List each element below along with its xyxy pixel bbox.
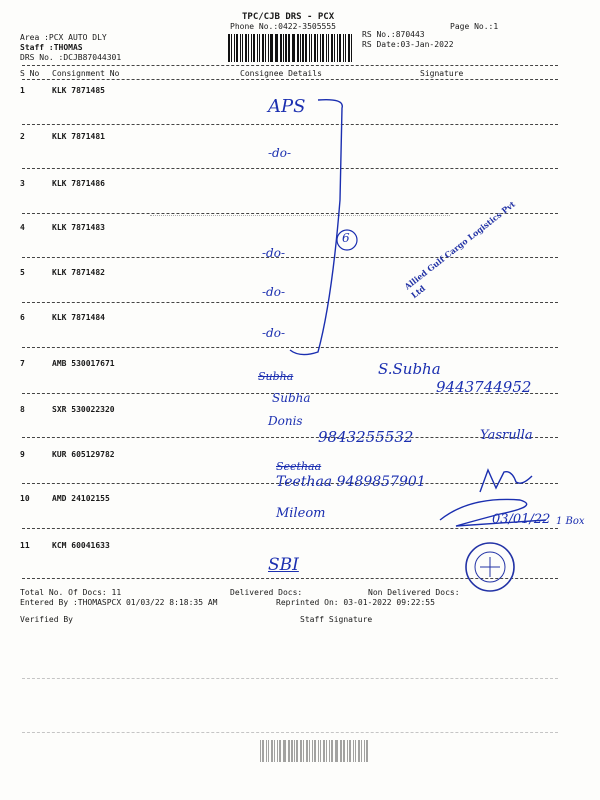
barcode-bar [343, 740, 344, 762]
barcode-bar [286, 740, 287, 762]
handwritten-phone-7: 9443744952 [436, 378, 532, 396]
circled-count: 6 [342, 231, 350, 245]
barcode-bar [326, 740, 327, 762]
barcode-bar [340, 740, 342, 762]
handwritten-consignee-8: Donis [268, 414, 303, 428]
barcode-bar [277, 740, 278, 762]
barcode-bar [268, 740, 269, 762]
barcode-bar [306, 740, 308, 762]
barcode-bar [320, 740, 321, 762]
barcode-bar [355, 740, 356, 762]
non-delivered-docs: Non Delivered Docs: [368, 588, 460, 597]
barcode-bar [314, 740, 316, 762]
barcode-bar [288, 740, 290, 762]
handwritten-consignee-1: APS [268, 96, 306, 117]
row-consignment-no: KLK 7871483 [52, 223, 105, 232]
column-signature: Signature [420, 69, 464, 78]
barcode-bar [309, 740, 310, 762]
handwritten-ditto-5b: -do- [262, 285, 286, 299]
row-sno: 5 [20, 268, 25, 277]
handwritten-note-10: 1 Box [556, 516, 585, 527]
row-sno: 4 [20, 223, 25, 232]
handwritten-consignee-9a: Seethaa [276, 460, 322, 473]
staff-label: Staff :THOMAS [20, 43, 83, 52]
column-sno: S No [20, 69, 40, 78]
column-consignment: Consignment No [52, 69, 120, 78]
row-sno: 6 [20, 313, 25, 322]
barcode-bar [366, 740, 368, 762]
row-consignment-no: KLK 7871484 [52, 313, 105, 322]
barcode-bar [271, 740, 273, 762]
reverse-divider [22, 732, 558, 733]
area-label: Area :PCX AUTO DLY [20, 33, 107, 42]
row-consignment-no: KLK 7871485 [52, 86, 105, 95]
verified-by: Verified By [20, 615, 73, 624]
barcode-bar [361, 740, 362, 762]
row-consignment-no: KLK 7871486 [52, 179, 105, 188]
barcode-bar [260, 740, 261, 762]
row-consignment-no: KCM 60041633 [52, 541, 110, 550]
document-title: TPC/CJB DRS - PCX [242, 12, 335, 22]
barcode-bar [331, 740, 333, 762]
barcode-bar [274, 740, 275, 762]
row-consignment-no: AMD 24102155 [52, 494, 110, 503]
handwritten-consignee-7b: Subha [272, 391, 311, 405]
barcode-bar [323, 740, 325, 762]
row-consignment-no: KUR 605129782 [52, 450, 115, 459]
barcode-bar [296, 740, 298, 762]
row-sno: 7 [20, 359, 25, 368]
barcode-bar [303, 740, 304, 762]
barcode-bar [301, 740, 302, 762]
handwritten-ditto-2: -do- [268, 146, 292, 160]
handwritten-consignee-7a: Subha [258, 370, 294, 383]
barcode-bar [358, 740, 360, 762]
entered-by: Entered By :THOMASPCX 01/03/22 8:18:35 AM [20, 598, 218, 607]
handwritten-phone-9: Teethaa 9489857901 [276, 474, 426, 490]
handwritten-consignee-11: SBI [268, 555, 299, 575]
reverse-divider [22, 678, 558, 679]
handwritten-phone-8: 9843255532 [318, 428, 414, 446]
delivered-docs: Delivered Docs: [230, 588, 303, 597]
rs-date: RS Date:03-Jan-2022 [362, 40, 454, 49]
row-consignment-no: SXR 530022320 [52, 405, 115, 414]
row-consignment-no: AMB 530017671 [52, 359, 115, 368]
handwritten-signature-7: S.Subha [378, 360, 441, 378]
rs-number: RS No.:870443 [362, 30, 425, 39]
handwritten-date-10: 03/01/22 [492, 512, 551, 527]
barcode-bar [295, 740, 296, 762]
barcode-bar [349, 740, 351, 762]
row-sno: 1 [20, 86, 25, 95]
column-consignee: Consignee Details [240, 69, 322, 78]
barcode-bar [291, 740, 292, 762]
row-sno: 9 [20, 450, 25, 459]
handwritten-ditto-6: -do- [262, 326, 286, 340]
barcode-bar [266, 740, 267, 762]
row-sno: 10 [20, 494, 30, 503]
reprinted-on: Reprinted On: 03-01-2022 09:22:55 [276, 598, 435, 607]
row-sno: 2 [20, 132, 25, 141]
staff-signature: Staff Signature [300, 615, 373, 624]
row-sno: 3 [20, 179, 25, 188]
row-consignment-no: KLK 7871482 [52, 268, 105, 277]
drs-number: DRS No. :DCJB87044301 [20, 53, 122, 62]
barcode-bar [353, 740, 354, 762]
barcode-bar [279, 740, 281, 762]
page-number: Page No.:1 [450, 22, 499, 31]
reverse-side-bleed [0, 640, 600, 800]
barcode-bar [312, 740, 313, 762]
row-consignment-no: KLK 7871481 [52, 132, 105, 141]
company-stamp-text: Allied Gulf Cargo Logistics Pvt Ltd [402, 198, 517, 301]
phone-number: Phone No.:0422-3505555 [230, 22, 336, 31]
barcode-bar [262, 740, 264, 762]
barcode-bar [318, 740, 319, 762]
reverse-barcode [258, 740, 368, 762]
handwritten-consignee-10: Mileom [276, 506, 326, 521]
total-docs: Total No. Of Docs: 11 [20, 588, 122, 597]
barcode-bar [335, 740, 336, 762]
barcode-bar [364, 740, 365, 762]
handwritten-signature-8: Yasrulla [480, 428, 533, 443]
handwritten-ditto-5: -do- [262, 246, 286, 260]
row-sno: 8 [20, 405, 25, 414]
barcode-bar [347, 740, 348, 762]
row-sno: 11 [20, 541, 30, 550]
barcode-bar [338, 740, 339, 762]
barcode-bar [283, 740, 284, 762]
barcode-bar [329, 740, 330, 762]
